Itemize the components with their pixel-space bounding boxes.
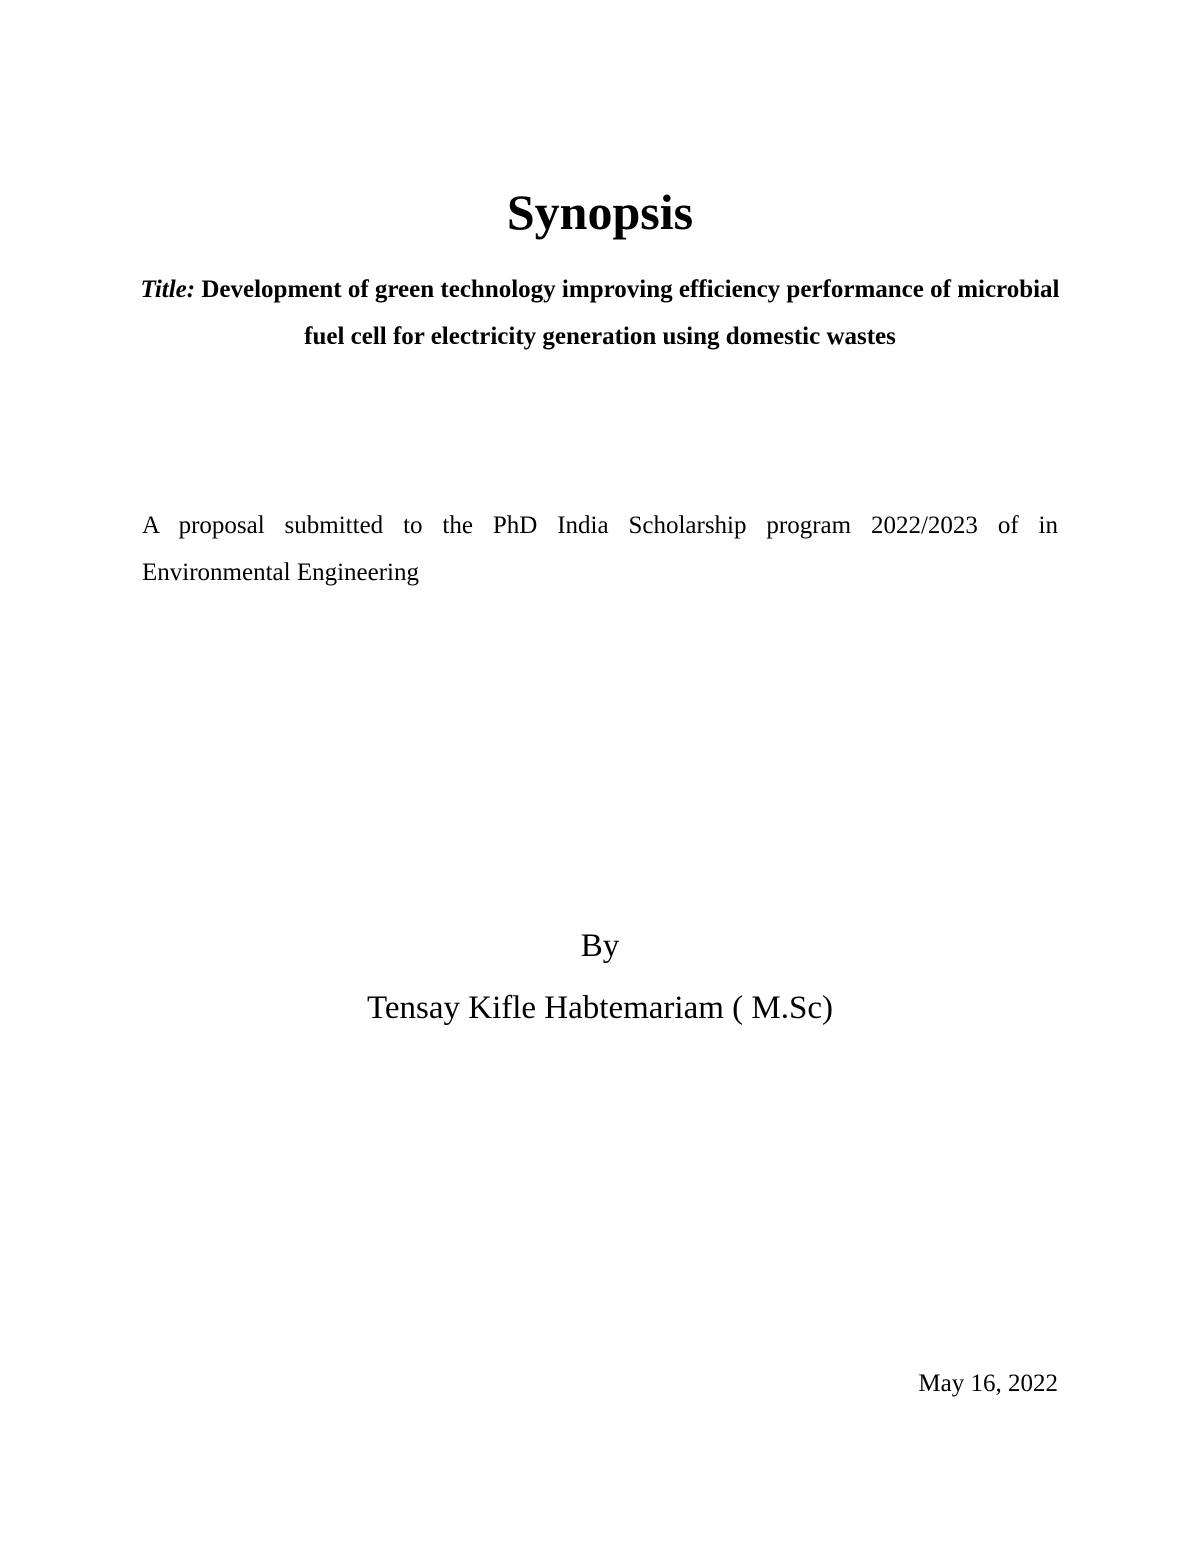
by-label: By (580, 928, 620, 964)
proposal-title (140, 266, 1060, 360)
proposal-statement: A proposal submitted to the PhD India Scholarship program 2022/2023 of in Environmental Engineering (142, 512, 1058, 586)
document-heading: Synopsis (506, 184, 694, 240)
title-label: Title: (140, 276, 196, 303)
title-text: Development of green technology improving efficiency performance of microbial fuel cell for electricity generation using domestic wastes (201, 276, 1060, 350)
author-name: Tensay Kifle Habtemariam ( M.Sc) (367, 990, 833, 1026)
document-date: May 16, 2022 (918, 1370, 1058, 1397)
